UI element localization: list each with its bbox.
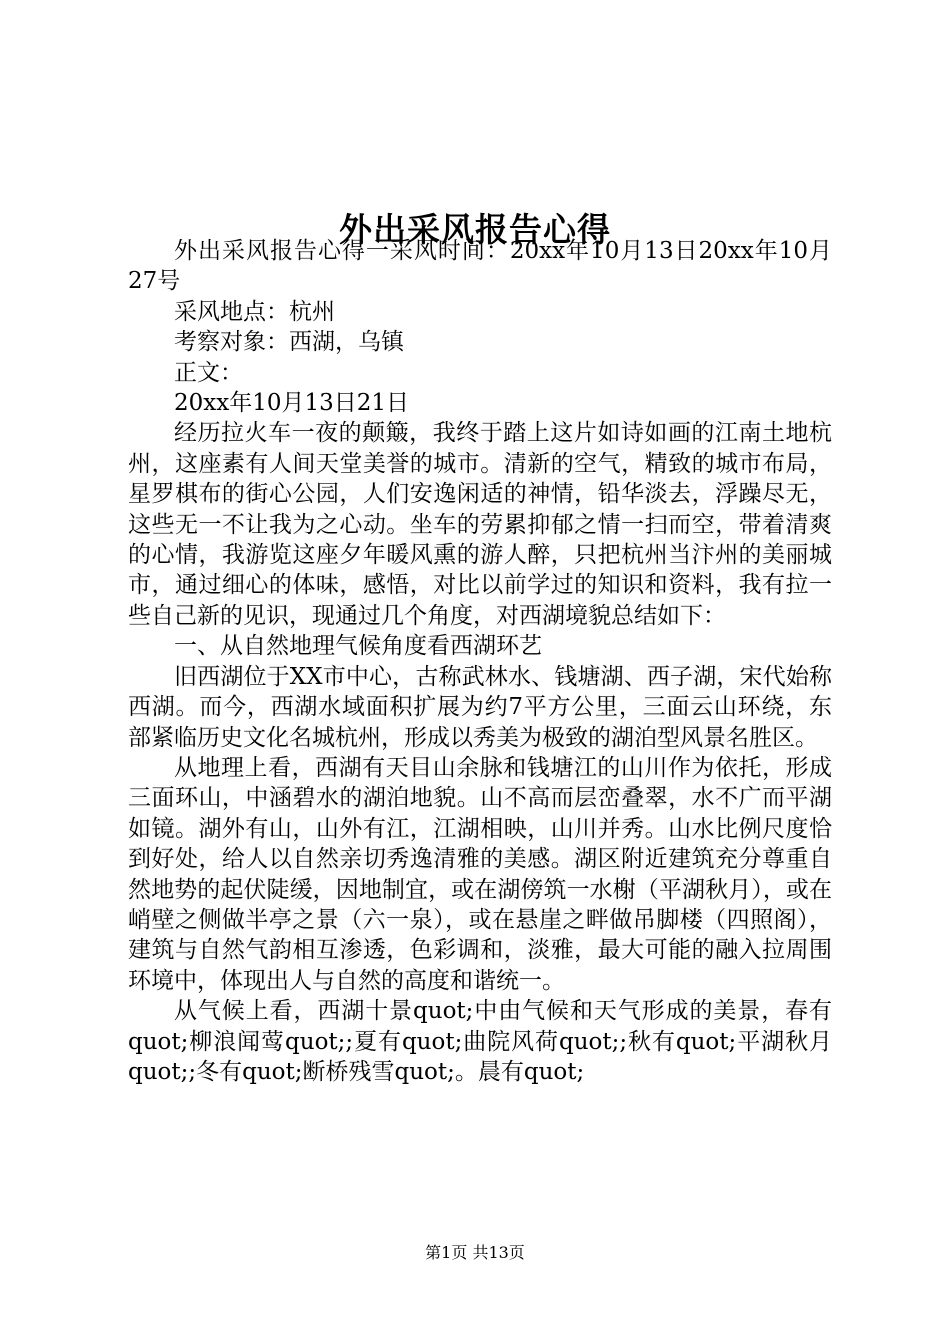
document-body bbox=[128, 236, 832, 1087]
section-heading-1: 一、从自然地理气候角度看西湖环艺 bbox=[174, 633, 542, 660]
document-title: 外出采风报告心得 bbox=[339, 210, 611, 250]
paragraph-west-lake: 旧西湖位于XX市中心，古称武林水、钱塘湖、西子湖，宋代始称西湖。而今，西湖水域面积扩展为约7平方公里，三面云山环绕，东部紧临历史文化名城杭州，形成以秀美为极致的湖泊型风景名胜区。 bbox=[128, 663, 832, 751]
paragraph-climate: 从气候上看，西湖十景quot;中由气候和天气形成的美景，春有quot;柳浪闻莺quot;;夏有quot;曲院风荷quot;;秋有quot;平湖秋月quot;;冬有quot;断桥残雪quot;。晨有quot; bbox=[128, 998, 832, 1085]
paragraph-date: 20xx年10月13日21日 bbox=[174, 390, 410, 417]
paragraph-meta-subject: 考察对象：西湖，乌镇 bbox=[174, 329, 404, 356]
page-footer: 第1页 共13页 bbox=[425, 1243, 525, 1262]
paragraph-meta-time: 外出采风报告心得一采风时间：20xx年10月13日20xx年10月27号 bbox=[128, 238, 832, 295]
paragraph-body-label: 正文： bbox=[174, 359, 243, 386]
paragraph-geography: 从地理上看，西湖有天目山余脉和钱塘江的山川作为依托，形成三面环山，中涵碧水的湖泊地貌。山不高而层峦叠翠，水不广而平湖如镜。湖外有山，山外有江，江湖相映，山川并秀。山水比例尺度恰到好处，给人以自然亲切秀逸清雅的美感。湖区附近建筑充分尊重自然地势的起伏陡缓，因地制宜，或在湖傍筑一水榭（平湖秋月），或在峭壁之侧做半亭之景（六一泉），或在悬崖之畔做吊脚楼（四照阁），建筑与自然气韵相互渗透，色彩调和，淡雅，最大可能的融入拉周围环境中，体现出人与自然的高度和谐统一。 bbox=[128, 754, 832, 994]
paragraph-meta-place: 采风地点：杭州 bbox=[174, 298, 335, 325]
paragraph-intro: 经历拉火车一夜的颠簸，我终于踏上这片如诗如画的江南土地杭州，这座素有人间天堂美誉的城市。清新的空气，精致的城市布局，星罗棋布的街心公园，人们安逸闲适的神情，铅华淡去，浮躁尽无，这些无一不让我为之心动。坐车的劳累抑郁之情一扫而空，带着清爽的心情，我游览这座夕年暖风熏的游人醉，只把杭州当汴州的美丽城市，通过细心的体味，感悟，对比以前学过的知识和资料，我有拉一些自己新的见识，现通过几个角度，对西湖境貌总结如下： bbox=[128, 420, 832, 629]
